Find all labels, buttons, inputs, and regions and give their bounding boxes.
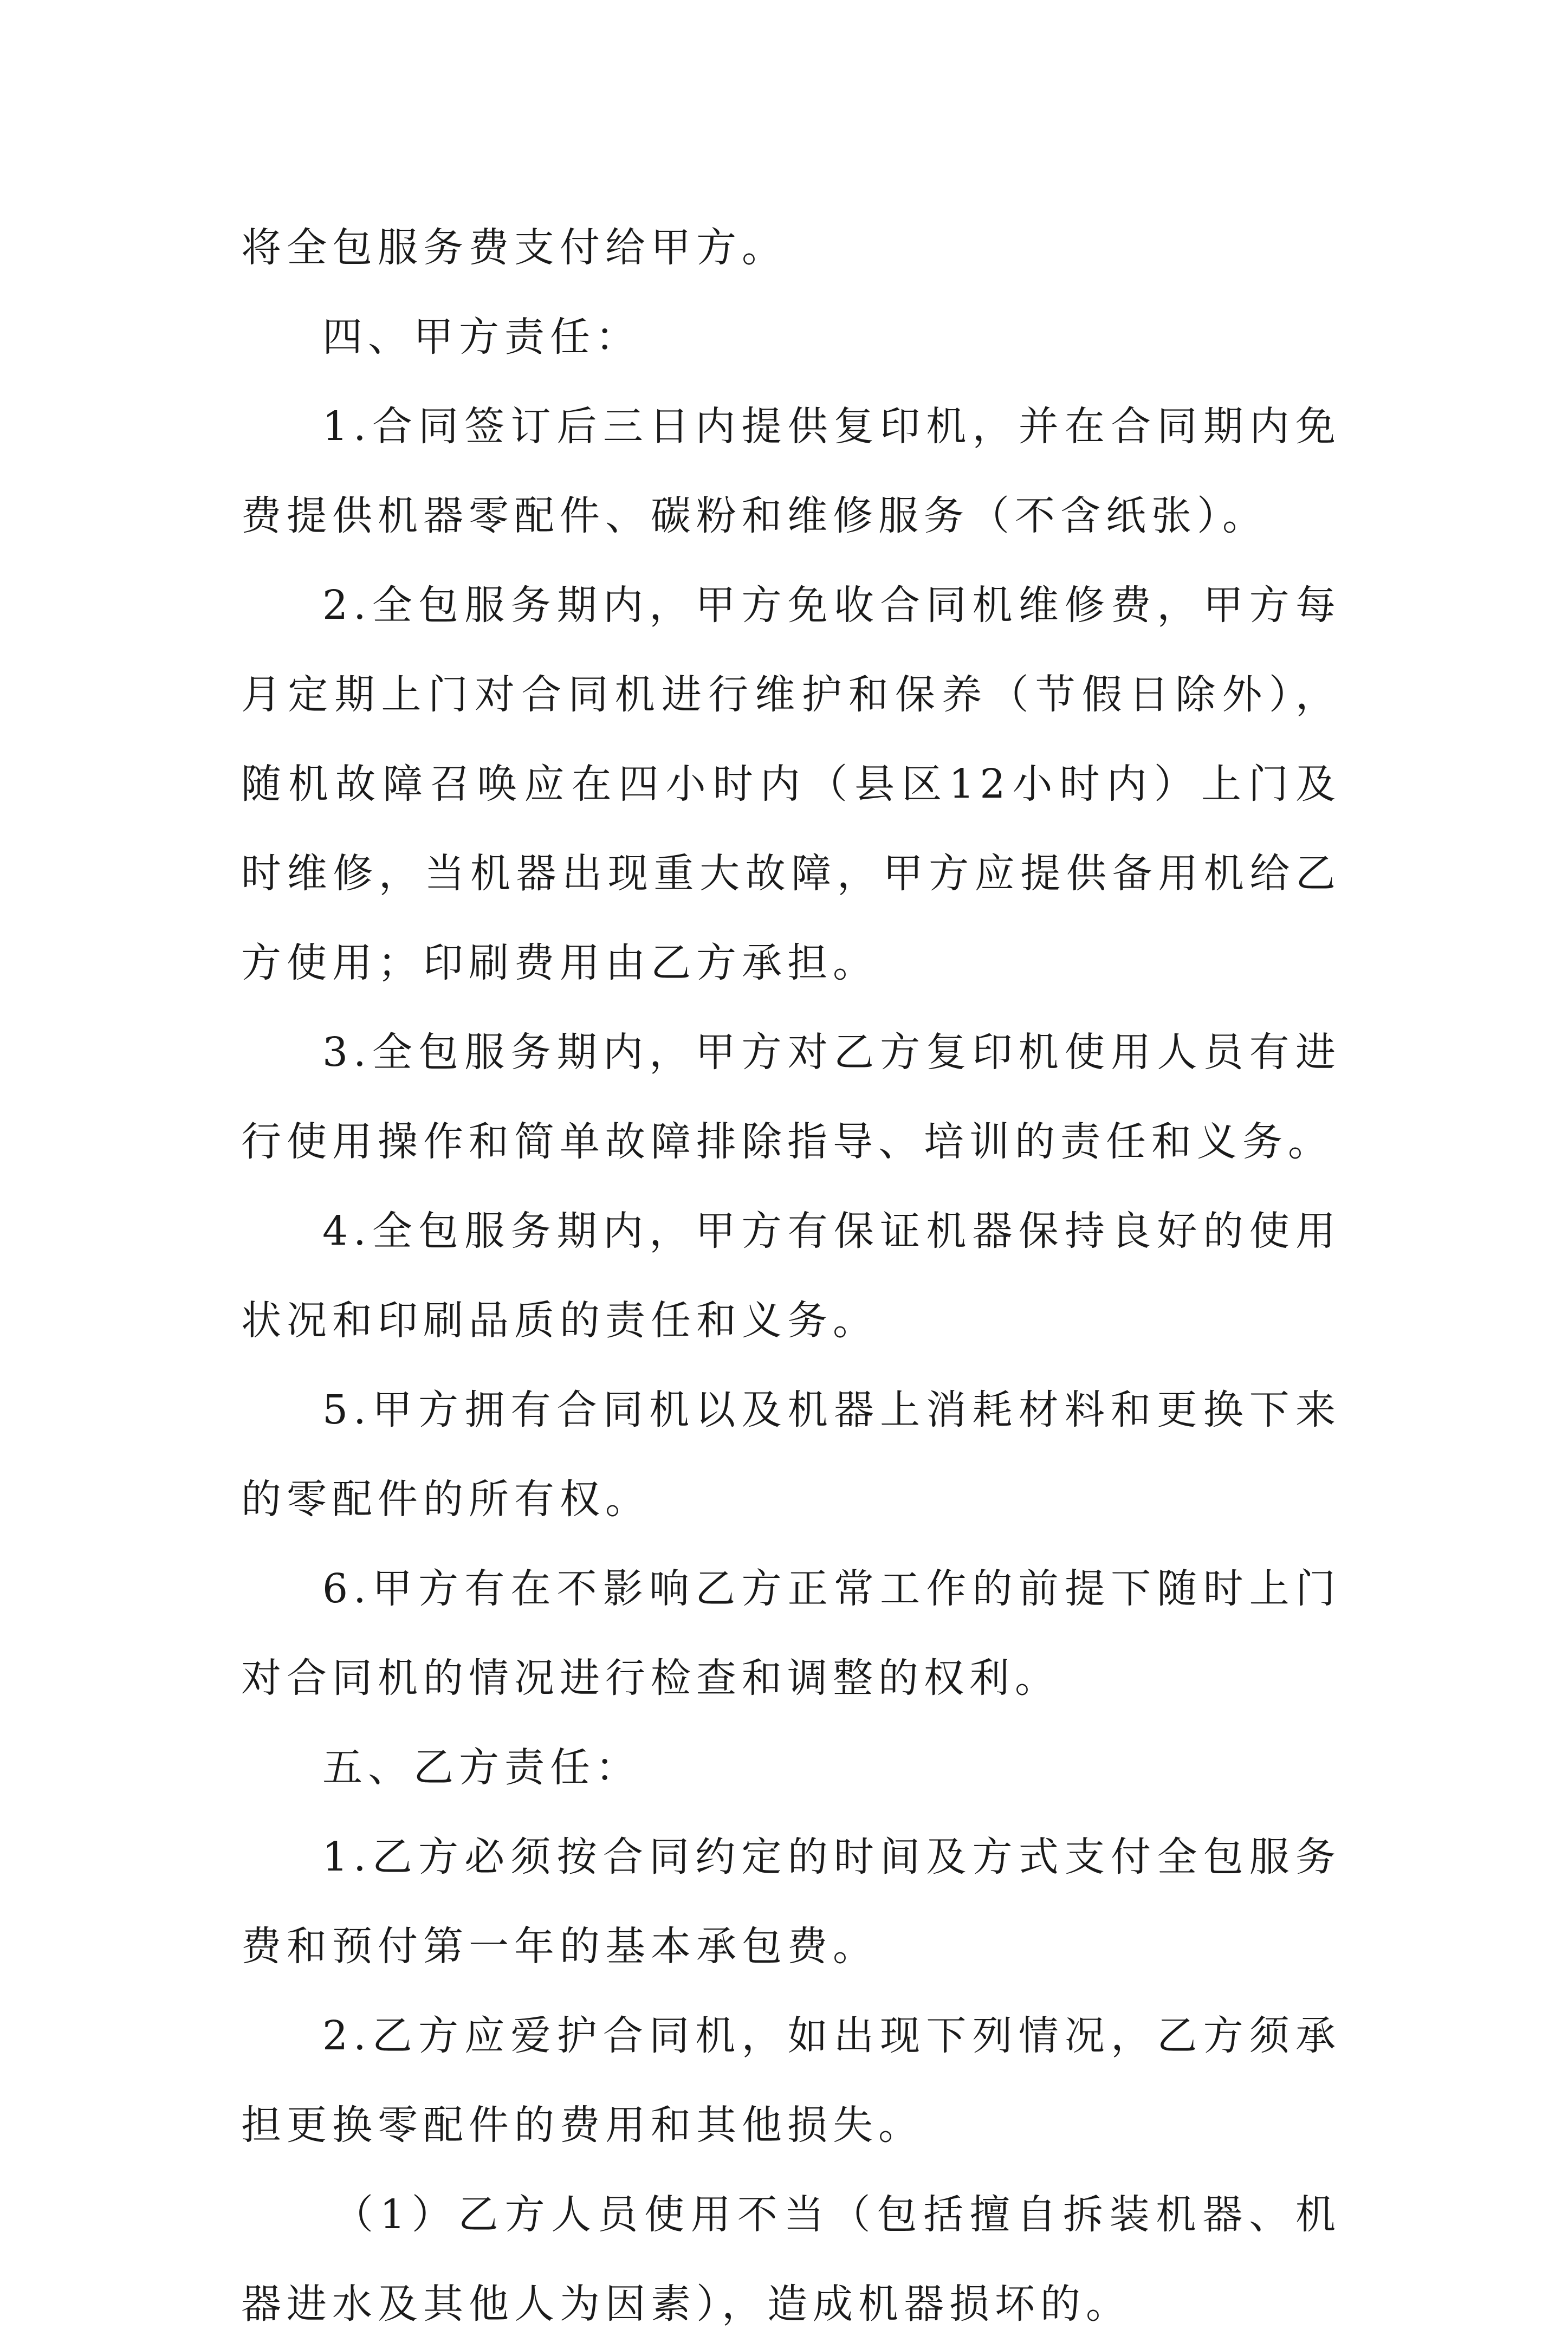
clause-b-2: 2.乙方应爱护合同机，如出现下列情况，乙方须承担更换零配件的费用和其他损失。 [241, 2012, 1341, 2149]
document-body [241, 203, 1341, 2349]
clause-a-3: 3.全包服务期内，甲方对乙方复印机使用人员有进行使用操作和简单故障排除指导、培训的责任和义务。 [241, 1029, 1341, 1165]
clause-a-5: 5.甲方拥有合同机以及机器上消耗材料和更换下来的零配件的所有权。 [241, 1387, 1341, 1523]
clause-b-2-item-1: （1）乙方人员使用不当（包括擅自拆装机器、机器进水及其他人为因素），造成机器损坏的。 [241, 2191, 1341, 2327]
section-heading-party-b-duties: 五、乙方责任： [322, 1744, 641, 1791]
clause-b-1: 1.乙方必须按合同约定的时间及方式支付全包服务费和预付第一年的基本承包费。 [241, 1834, 1341, 1970]
clause-a-6: 6.甲方有在不影响乙方正常工作的前提下随时上门对合同机的情况进行检查和调整的权利。 [241, 1565, 1341, 1701]
clause-a-4: 4.全包服务期内，甲方有保证机器保持良好的使用状况和印刷品质的责任和义务。 [241, 1208, 1341, 1344]
clause-a-1: 1.合同签订后三日内提供复印机，并在合同期内免费提供机器零配件、碳粉和维修服务（不含纸张）。 [241, 403, 1341, 539]
paragraph-payment-continuation: 将全包服务费支付给甲方。 [241, 224, 787, 271]
clause-a-2: 2.全包服务期内，甲方免收合同机维修费，甲方每月定期上门对合同机进行维护和保养（节假日除外），随机故障召唤应在四小时内（县区12小时内）上门及时维修，当机器出现重大故障，甲方应提供备用机给乙方使用；印刷费用由乙方承担。 [241, 582, 1341, 986]
section-heading-party-a-duties: 四、甲方责任： [322, 314, 641, 360]
